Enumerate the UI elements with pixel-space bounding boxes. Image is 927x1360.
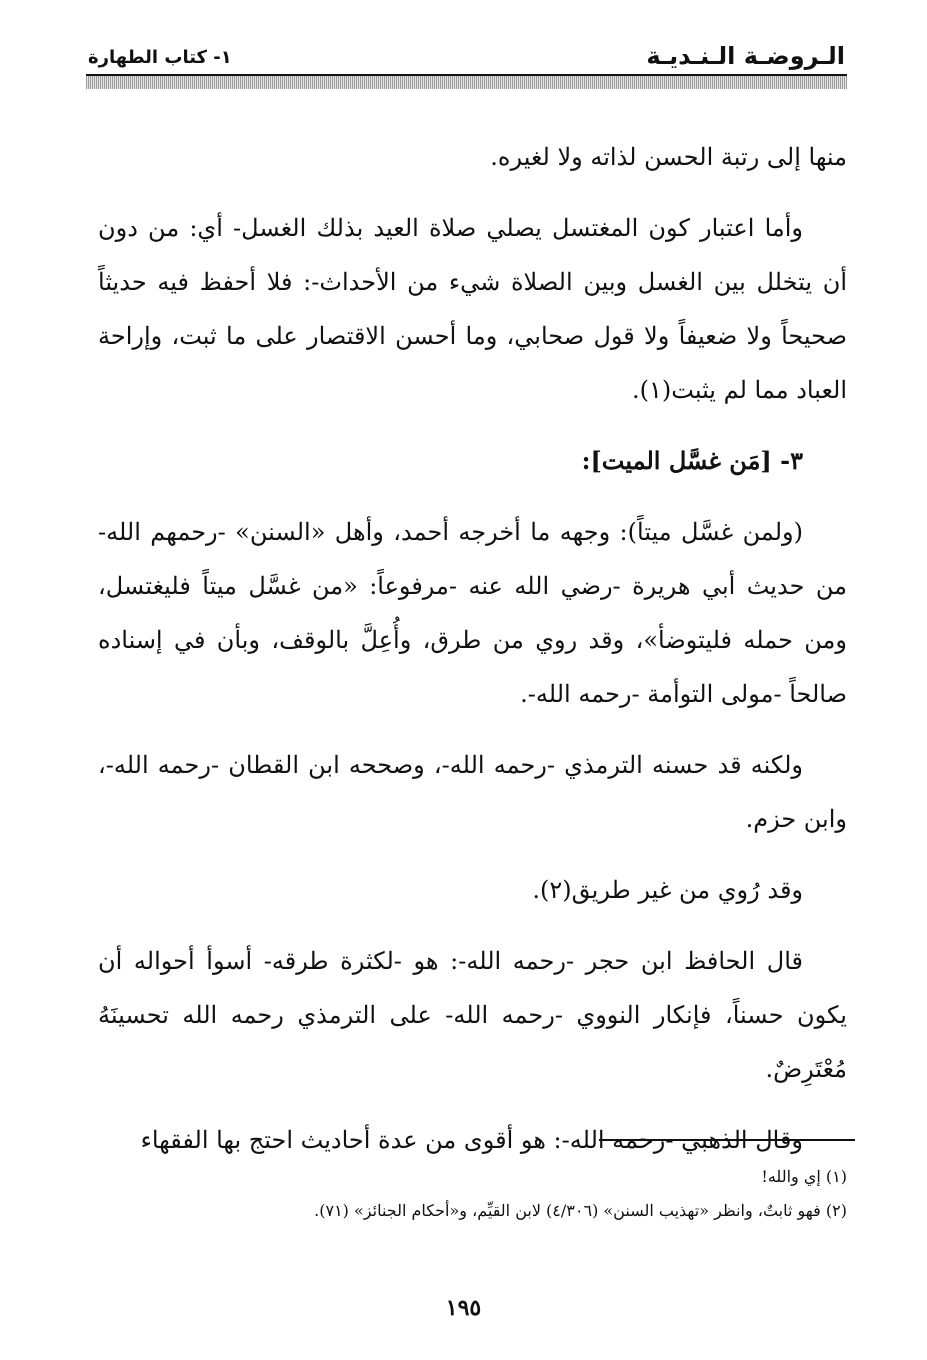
paragraph-1: منها إلى رتبة الحسن لذاته ولا لغيره. <box>490 143 847 171</box>
page-number: ١٩٥ <box>445 1295 482 1321</box>
footnotes <box>160 1160 847 1228</box>
footnote-rule <box>599 1139 855 1141</box>
paragraph-4: ولكنه قد حسنه الترمذي -رحمه الله-، وصححه ابن القطان -رحمه الله-، وابن حزم. <box>98 751 847 833</box>
paragraph-6: قال الحافظ ابن حجر -رحمه الله-: هو -لكثرة طرقه- أسوأ أحواله أن يكون حسناً، فإنكار النووي -رحمه الله- على الترمذي رحمه الله تحسينَهُ مُعْتَرِضٌ. <box>98 947 847 1083</box>
paragraph-3: (ولمن غسَّل ميتاً): وجهه ما أخرجه أحمد، وأهل «السنن» -رحمهم الله- من حديث أبي هريرة -رضي الله عنه -مرفوعاً: «من غسَّل ميتاً فليغتسل، ومن حمله فليتوضأ»، وقد روي من طرق، وأُعِلَّ بالوقف، وبأن في إسناده صالحاً -مولى التوأمة -رحمه الله-. <box>98 518 847 708</box>
section-heading: ٣- [مَن غسَّل الميت]: <box>581 446 803 475</box>
chapter-title: ١- كتاب الطهارة <box>88 47 232 68</box>
footnote-1: (١) إي والله! <box>761 1167 847 1186</box>
body-text <box>98 130 847 1184</box>
paragraph-2: وأما اعتبار كون المغتسل يصلي صلاة العيد بذلك الغسل- أي: من دون أن يتخلل بين الغسل وبين الصلاة شيء من الأحداث-: فلا أحفظ فيه حديثاً صحيحاً ولا ضعيفاً ولا قول صحابي، وما أحسن الاقتصار على ما ثبت، وإراحة العباد مما لم يثبت(١). <box>98 214 847 404</box>
paragraph-7: وقال الذهبي -رحمه الله-: هو أقوى من عدة أحاديث احتج بها الفقهاء <box>140 1126 803 1154</box>
footnote-2: (٢) فهو ثابتٌ، وانظر «تهذيب السنن» (٤/٣٠٦) لابن القيِّم، و«أحكام الجنائز» (٧١). <box>314 1201 847 1220</box>
header-rule <box>86 74 847 89</box>
paragraph-5: وقد رُوي من غير طريق(٢). <box>532 876 803 904</box>
book-title: الـروضـة الـنـديـة <box>646 42 845 70</box>
running-header <box>88 38 845 70</box>
